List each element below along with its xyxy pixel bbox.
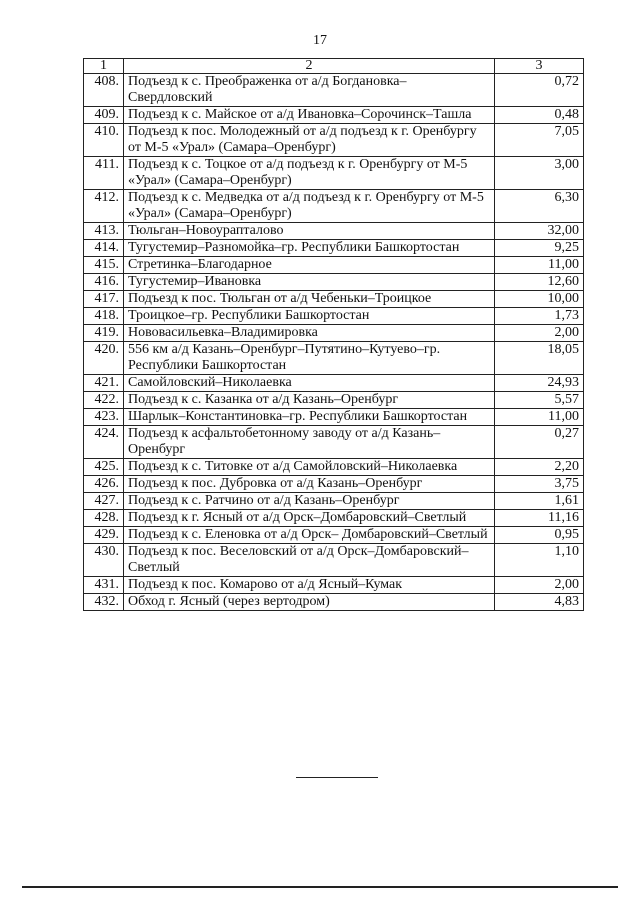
- table-row: [84, 493, 584, 510]
- row-number: 412.: [84, 190, 124, 223]
- road-length: 5,57: [495, 392, 584, 409]
- road-name: Подъезд к асфальтобетонному заводу от а/д Казань–Оренбург: [124, 426, 495, 459]
- road-name: Стретинка–Благодарное: [124, 257, 495, 274]
- road-length: 7,05: [495, 124, 584, 157]
- road-length: 18,05: [495, 342, 584, 375]
- road-length: 0,95: [495, 527, 584, 544]
- row-number: 413.: [84, 223, 124, 240]
- road-length: 1,61: [495, 493, 584, 510]
- row-number: 422.: [84, 392, 124, 409]
- table-row: [84, 527, 584, 544]
- column-header-name: 2: [124, 59, 495, 74]
- row-number: 431.: [84, 577, 124, 594]
- road-name: Подъезд к с. Тоцкое от а/д подъезд к г. Оренбургу от М-5 «Урал» (Самара–Оренбург): [124, 157, 495, 190]
- table-row: [84, 74, 584, 107]
- road-length: 32,00: [495, 223, 584, 240]
- row-number: 420.: [84, 342, 124, 375]
- road-name: Подъезд к г. Ясный от а/д Орск–Домбаровский–Светлый: [124, 510, 495, 527]
- table-row: [84, 577, 584, 594]
- road-name: Подъезд к с. Преображенка от а/д Богдановка–Свердловский: [124, 74, 495, 107]
- row-number: 410.: [84, 124, 124, 157]
- row-number: 432.: [84, 594, 124, 611]
- road-length: 12,60: [495, 274, 584, 291]
- road-length: 10,00: [495, 291, 584, 308]
- table-header-row: [84, 59, 584, 74]
- column-header-value: 3: [495, 59, 584, 74]
- table-row: [84, 308, 584, 325]
- row-number: 409.: [84, 107, 124, 124]
- road-length: 6,30: [495, 190, 584, 223]
- road-name: Тугустемир–Ивановка: [124, 274, 495, 291]
- row-number: 411.: [84, 157, 124, 190]
- column-header-number: 1: [84, 59, 124, 74]
- road-name: Подъезд к пос. Тюльган от а/д Чебеньки–Троицкое: [124, 291, 495, 308]
- road-name: Подъезд к пос. Дубровка от а/д Казань–Оренбург: [124, 476, 495, 493]
- road-length: 11,00: [495, 409, 584, 426]
- road-length: 24,93: [495, 375, 584, 392]
- road-length: 3,75: [495, 476, 584, 493]
- table-row: [84, 240, 584, 257]
- row-number: 430.: [84, 544, 124, 577]
- row-number: 408.: [84, 74, 124, 107]
- row-number: 417.: [84, 291, 124, 308]
- road-length: 2,00: [495, 325, 584, 342]
- end-of-table-divider: [296, 777, 378, 778]
- row-number: 415.: [84, 257, 124, 274]
- table-row: [84, 342, 584, 375]
- row-number: 419.: [84, 325, 124, 342]
- road-length: 3,00: [495, 157, 584, 190]
- page-bottom-rule: [22, 886, 618, 888]
- row-number: 416.: [84, 274, 124, 291]
- table-row: [84, 459, 584, 476]
- table-row: [84, 157, 584, 190]
- road-name: Самойловский–Николаевка: [124, 375, 495, 392]
- road-name: Тугустемир–Разномойка–гр. Республики Башкортостан: [124, 240, 495, 257]
- road-name: Подъезд к с. Казанка от а/д Казань–Оренбург: [124, 392, 495, 409]
- road-name: 556 км а/д Казань–Оренбург–Путятино–Кутуево–гр. Республики Башкортостан: [124, 342, 495, 375]
- road-name: Подъезд к с. Майское от а/д Ивановка–Сорочинск–Ташла: [124, 107, 495, 124]
- row-number: 428.: [84, 510, 124, 527]
- row-number: 424.: [84, 426, 124, 459]
- table-row: [84, 510, 584, 527]
- road-name: Подъезд к с. Еленовка от а/д Орск– Домбаровский–Светлый: [124, 527, 495, 544]
- table-row: [84, 274, 584, 291]
- table-row: [84, 190, 584, 223]
- road-name: Подъезд к пос. Веселовский от а/д Орск–Домбаровский–Светлый: [124, 544, 495, 577]
- table-row: [84, 409, 584, 426]
- table-row: [84, 107, 584, 124]
- roads-table: [83, 58, 584, 611]
- table-row: [84, 325, 584, 342]
- road-length: 4,83: [495, 594, 584, 611]
- row-number: 429.: [84, 527, 124, 544]
- road-name: Обход г. Ясный (через вертодром): [124, 594, 495, 611]
- row-number: 423.: [84, 409, 124, 426]
- road-name: Подъезд к с. Титовке от а/д Самойловский–Николаевка: [124, 459, 495, 476]
- row-number: 414.: [84, 240, 124, 257]
- table-row: [84, 124, 584, 157]
- table-row: [84, 291, 584, 308]
- road-length: 0,48: [495, 107, 584, 124]
- road-name: Подъезд к с. Медведка от а/д подъезд к г. Оренбургу от М-5 «Урал» (Самара–Оренбург): [124, 190, 495, 223]
- road-name: Подъезд к с. Ратчино от а/д Казань–Оренбург: [124, 493, 495, 510]
- table-row: [84, 476, 584, 493]
- road-name: Шарлык–Константиновка–гр. Республики Башкортостан: [124, 409, 495, 426]
- road-name: Нововасильевка–Владимировка: [124, 325, 495, 342]
- table-row: [84, 223, 584, 240]
- table-body: [84, 74, 584, 611]
- table-row: [84, 257, 584, 274]
- road-length: 1,10: [495, 544, 584, 577]
- road-length: 1,73: [495, 308, 584, 325]
- road-length: 11,00: [495, 257, 584, 274]
- road-name: Подъезд к пос. Молодежный от а/д подъезд к г. Оренбургу от М-5 «Урал» (Самара–Оренбург): [124, 124, 495, 157]
- table-row: [84, 426, 584, 459]
- road-length: 0,27: [495, 426, 584, 459]
- table-row: [84, 375, 584, 392]
- row-number: 421.: [84, 375, 124, 392]
- row-number: 427.: [84, 493, 124, 510]
- table-row: [84, 392, 584, 409]
- row-number: 426.: [84, 476, 124, 493]
- table-row: [84, 594, 584, 611]
- road-name: Троицкое–гр. Республики Башкортостан: [124, 308, 495, 325]
- table-row: [84, 544, 584, 577]
- road-length: 2,00: [495, 577, 584, 594]
- page-number: 17: [313, 33, 327, 48]
- row-number: 425.: [84, 459, 124, 476]
- row-number: 418.: [84, 308, 124, 325]
- road-length: 0,72: [495, 74, 584, 107]
- road-length: 9,25: [495, 240, 584, 257]
- road-name: Подъезд к пос. Комарово от а/д Ясный–Кумак: [124, 577, 495, 594]
- road-length: 11,16: [495, 510, 584, 527]
- road-length: 2,20: [495, 459, 584, 476]
- road-name: Тюльган–Новоурапталово: [124, 223, 495, 240]
